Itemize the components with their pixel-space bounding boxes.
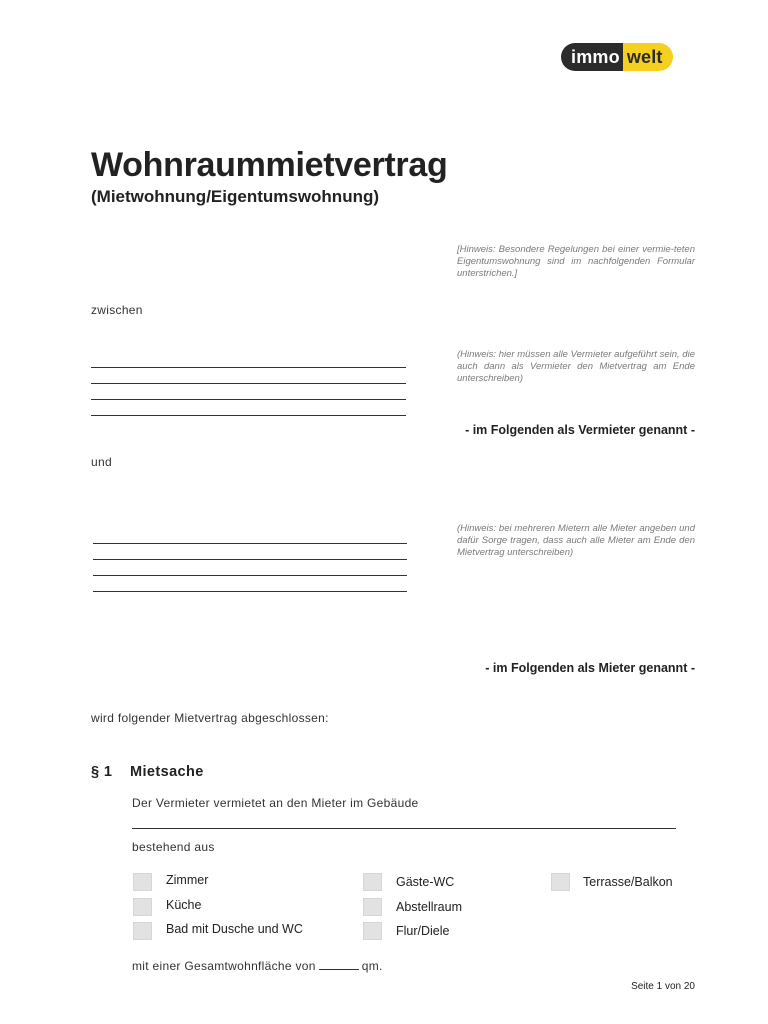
checkbox-label-storage: Abstellraum [396, 900, 462, 914]
area-row [132, 959, 383, 973]
landlord-line-1[interactable] [91, 367, 406, 368]
label-and: und [91, 455, 112, 469]
area-unit: qm. [361, 959, 383, 973]
landlord-line-4[interactable] [91, 415, 406, 416]
checkbox-label-hallway: Flur/Diele [396, 924, 450, 938]
section-1-heading [91, 764, 204, 780]
checkbox-label-terrace: Terrasse/Balkon [583, 875, 673, 889]
area-prefix: mit einer Gesamtwohnfläche von [132, 959, 316, 973]
section-1-title: Mietsache [130, 764, 204, 780]
checkbox-label-guest-wc: Gäste-WC [396, 875, 455, 889]
immowelt-logo [561, 43, 693, 71]
checkbox-bath[interactable] [133, 922, 152, 940]
logo-text-left: immo [561, 43, 623, 71]
tenant-line-1[interactable] [93, 543, 407, 544]
checkbox-label-bath: Bad mit Dusche und WC [166, 922, 303, 936]
checkbox-terrace[interactable] [551, 873, 570, 891]
checkbox-guest-wc[interactable] [363, 873, 382, 891]
area-input-line[interactable] [319, 959, 359, 970]
section-1-intro: Der Vermieter vermietet an den Mieter im Gebäude [132, 796, 419, 810]
document-title: Wohnraummietvertrag [91, 146, 448, 184]
building-address-line[interactable] [132, 828, 676, 829]
logo-text-right: welt [623, 43, 673, 71]
tenant-line-3[interactable] [93, 575, 407, 576]
label-consisting: bestehend aus [132, 840, 215, 854]
landlord-line-2[interactable] [91, 383, 406, 384]
page-number: Seite 1 von 20 [631, 981, 695, 992]
landlord-line-3[interactable] [91, 399, 406, 400]
hint-landlord: (Hinweis: hier müssen alle Vermieter aufgeführt sein, die auch dann als Vermieter den Mietvertrag am Ende unterschreiben) [457, 349, 695, 384]
checkbox-rooms[interactable] [133, 873, 152, 891]
label-between: zwischen [91, 303, 143, 317]
tenant-role: - im Folgenden als Mieter genannt - [485, 661, 695, 675]
checkbox-hallway[interactable] [363, 922, 382, 940]
landlord-role: - im Folgenden als Vermieter genannt - [465, 423, 695, 437]
checkbox-kitchen[interactable] [133, 898, 152, 916]
tenant-line-4[interactable] [93, 591, 407, 592]
label-concluded: wird folgender Mietvertrag abgeschlossen: [91, 711, 329, 725]
document-subtitle: (Mietwohnung/Eigentumswohnung) [91, 187, 380, 206]
section-1-number: § 1 [91, 764, 113, 780]
tenant-line-2[interactable] [93, 559, 407, 560]
hint-tenant: (Hinweis: bei mehreren Mietern alle Mieter angeben und dafür Sorge tragen, dass auch alle Mieter am Ende den Mietvertrag unterschreiben) [457, 523, 695, 558]
checkbox-label-rooms: Zimmer [166, 873, 209, 887]
hint-general: [Hinweis: Besondere Regelungen bei einer vermie-teten Eigentumswohnung sind im nachfolgenden Formular unterstrichen.] [457, 244, 695, 279]
checkbox-storage[interactable] [363, 898, 382, 916]
checkbox-label-kitchen: Küche [166, 898, 202, 912]
